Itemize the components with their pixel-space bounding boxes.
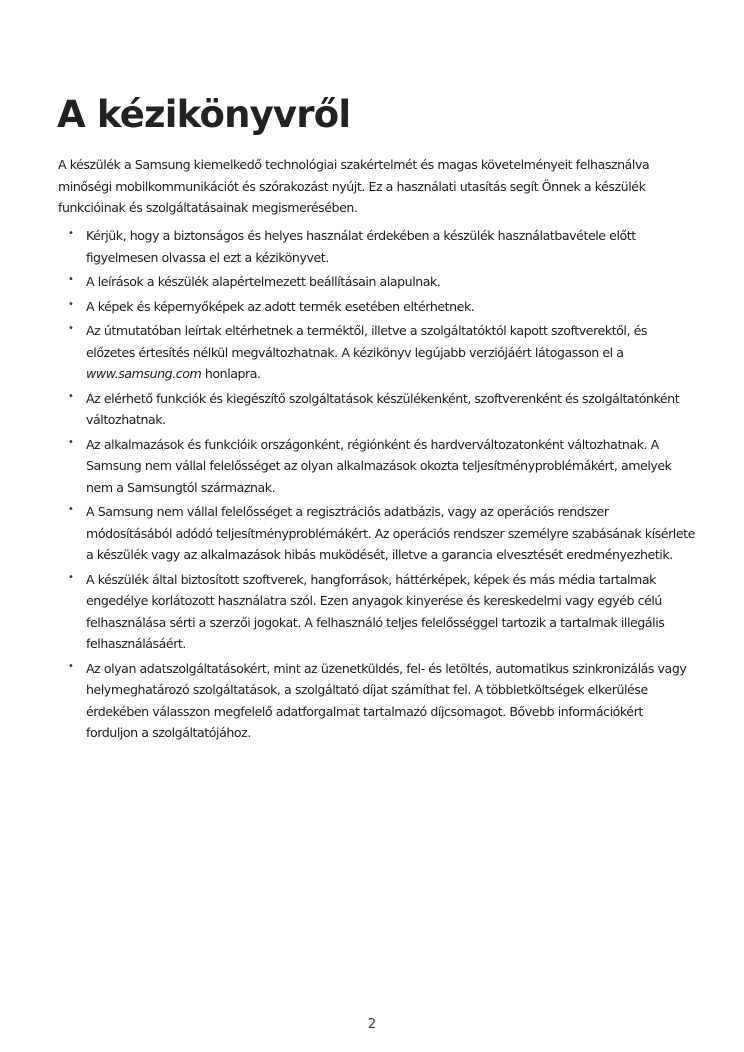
list-item-text: A Samsung nem vállal felelősséget a regisztrációs adatbázis, vagy az operációs rendszer módosításából adódó teljesítményproblémákért. Az operációs rendszer személyre szabásának kísérlete a készülék vagy az alkalmazások hibás muködését, illetve a garancia elvesztését eredményezhetik. <box>86 504 695 562</box>
list-item-text: A készülék által biztosított szoftverek, hangforrások, háttérképek, képek és más média tartalmak engedélye korlátozott használatra szól. Ezen anyagok kinyerése és kereskedelmi vagy egyéb célú felhasználása sérti a szerzői jogokat. A felhasználó teljes felelősséggel tartozik a tartalmak illegális felhasználásáért. <box>86 571 665 651</box>
list-item-text: Az olyan adatszolgáltatásokért, mint az üzenetküldés, fel- és letöltés, automatikus szinkronizálás vagy helymeghatározó szolgáltatások, a szolgáltató díjat számíthat fel. A többletköltségek elkerülése érdekében válasszon megfelelő adatforgalmat tartalmazó díjcsomagot. Bővebb információkért forduljon a szolgáltatójához. <box>86 660 687 740</box>
list-item-text: Kérjük, hogy a biztonságos és helyes használat érdekében a készülék használatbavétele előtt figyelmesen olvassa el ezt a kézikönyvet. <box>86 228 636 265</box>
bullet-icon: • <box>68 390 74 402</box>
list-item-text: Az elérhető funkciók és kiegészítő szolgáltatások készülékenként, szoftverenként és szolgáltatónként változhatnak. <box>86 390 680 427</box>
list-item <box>58 271 698 293</box>
list-item <box>58 320 698 385</box>
list-item-text: honlapra. <box>201 366 261 381</box>
list-item <box>58 658 698 744</box>
page-title: A kézikönyvről <box>57 93 351 136</box>
bullet-icon: • <box>68 274 74 285</box>
bullet-icon: • <box>68 323 74 334</box>
list-item <box>58 569 698 655</box>
bullet-icon: • <box>68 660 74 672</box>
samsung-website-link[interactable]: www.samsung.com <box>86 366 202 381</box>
page-number: 2 <box>367 1017 377 1032</box>
bullet-icon: • <box>68 228 74 239</box>
list-item <box>58 388 698 431</box>
bullet-list <box>58 225 698 747</box>
list-item-text: Az útmutatóban leírtak eltérhetnek a terméktől, illetve a szolgáltatóktól kapott szoftverektől, és előzetes értesítés nélkül megváltozhatnak. A kézikönyv legújabb verziójáért látogasson el a <box>86 323 647 360</box>
intro-paragraph: A készülék a Samsung kiemelkedő technológiai szakértelmét és magas követelményeit felhasználva minőségi mobilkommunikációt és szórakozást nyújt. Ez a használati utasítás segít Önnek a készülék funkcióinak és szolgáltatásainak megismerésében. <box>58 157 650 215</box>
list-item <box>58 296 698 318</box>
bullet-icon: • <box>68 436 74 448</box>
list-item <box>58 225 698 268</box>
bullet-icon: • <box>68 504 74 515</box>
list-item <box>58 434 698 499</box>
list-item-text: Az alkalmazások és funkcióik országonként, régiónként és hardverváltozatonként változhatnak. A Samsung nem vállal felelősséget az olyan alkalmazások okozta teljesítményproblémákért, amelyek nem a Samsungtól származnak. <box>86 436 672 495</box>
bullet-icon: • <box>68 571 74 583</box>
list-item-text: A leírások a készülék alapértelmezett beállításain alapulnak. <box>86 274 441 289</box>
bullet-icon: • <box>68 298 74 310</box>
list-item <box>58 501 698 566</box>
list-item-text: A képek és képernyőképek az adott termék esetében eltérhetnek. <box>86 298 475 314</box>
